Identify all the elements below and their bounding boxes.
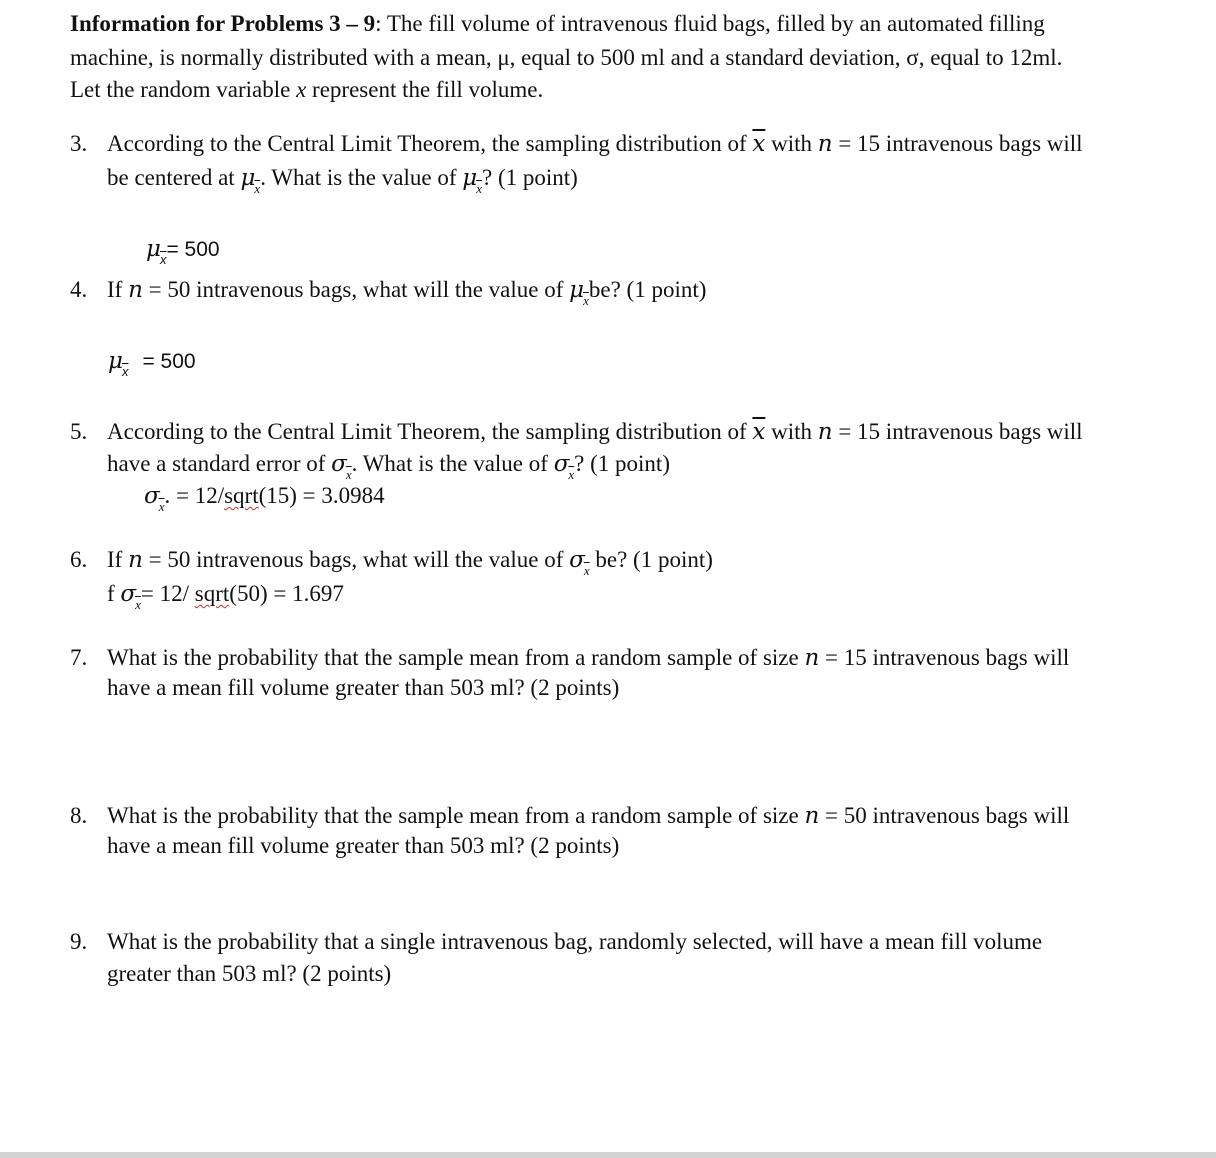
q7-number: 7.: [70, 645, 88, 670]
q9-line-2: greater than 503 ml? (2 points): [107, 961, 392, 986]
q5-number: 5.: [70, 419, 88, 444]
sigma-symbol: σ: [331, 451, 347, 477]
sigma-symbol: σ: [553, 451, 570, 477]
q8-number: 8.: [70, 803, 88, 828]
q4-answer: $\mu_{\overline{x}} = 500$: [108, 348, 196, 379]
spellcheck-word: sqrt: [194, 581, 230, 606]
q7-line-2: have a mean fill volume greater than 503 ml? (2 points): [107, 675, 620, 700]
q3-number: 3.: [70, 131, 88, 156]
q9-number: 9.: [70, 929, 88, 954]
intro-line-3: Let the random variable x represent the fill volume.: [70, 77, 544, 102]
q5-line-2: have a standard error of $\sigma_{\overline{x}}$. What is the value of $\sigma_{\overline{x}}$? (1 point): [107, 451, 670, 482]
page-bottom-border: [0, 1152, 1216, 1158]
q5-line-1: According to the Central Limit Theorem, the sampling distribution of $\overline{x}$ with n = 15 intravenous bags will: [107, 419, 1083, 445]
q8-line-1: What is the probability that the sample mean from a random sample of size n = 50 intravenous bags will: [107, 803, 1070, 829]
q6-line: If n = 50 intravenous bags, what will the value of $\sigma_{\overline{x}}$ be? (1 point): [107, 547, 713, 578]
mu-symbol: μ: [240, 165, 256, 191]
q6-number: 6.: [70, 547, 88, 572]
mu-symbol: μ: [569, 277, 585, 303]
sigma-symbol: σ: [569, 547, 585, 573]
q3-line-2: be centered at $\mu_{\overline{x}}$. What is the value of $\mu_{\overline{x}}$? (1 point): [107, 165, 578, 196]
q4-number: 4.: [70, 277, 88, 302]
q3-line-1: According to the Central Limit Theorem, the sampling distribution of $\overline{x}$ with n = 15 intravenous bags will: [107, 131, 1083, 157]
intro-line-1: Information for Problems 3 – 9: The fill volume of intravenous fluid bags, filled by an automated filling: [70, 11, 1045, 36]
q9-line-1: What is the probability that a single intravenous bag, randomly selected, will have a mean fill volume: [107, 929, 1043, 954]
q5-answer: $\sigma_{\overline{x}}$. = 12/sqrt(15) = 3.0984: [144, 483, 385, 514]
q3-answer: $\mu_{\overline{x}}= 500$: [146, 236, 220, 267]
mu-symbol: μ: [462, 165, 478, 191]
intro-line-2: machine, is normally distributed with a mean, μ, equal to 500 ml and a standard deviation, σ, equal to 12ml.: [70, 45, 1063, 70]
q7-line-1: What is the probability that the sample mean from a random sample of size n = 15 intravenous bags will: [107, 645, 1070, 671]
q6-answer: f $\sigma_{\overline{x}}= 12/$ sqrt(50) = 1.697: [107, 581, 344, 612]
q4-line: If n = 50 intravenous bags, what will the value of $\mu_{\overline{x}}be$? (1 point): [107, 277, 707, 308]
q8-line-2: have a mean fill volume greater than 503 ml? (2 points): [107, 833, 620, 858]
spellcheck-word: sqrt: [224, 483, 259, 508]
intro-heading: Information for Problems 3 – 9: [70, 11, 376, 36]
